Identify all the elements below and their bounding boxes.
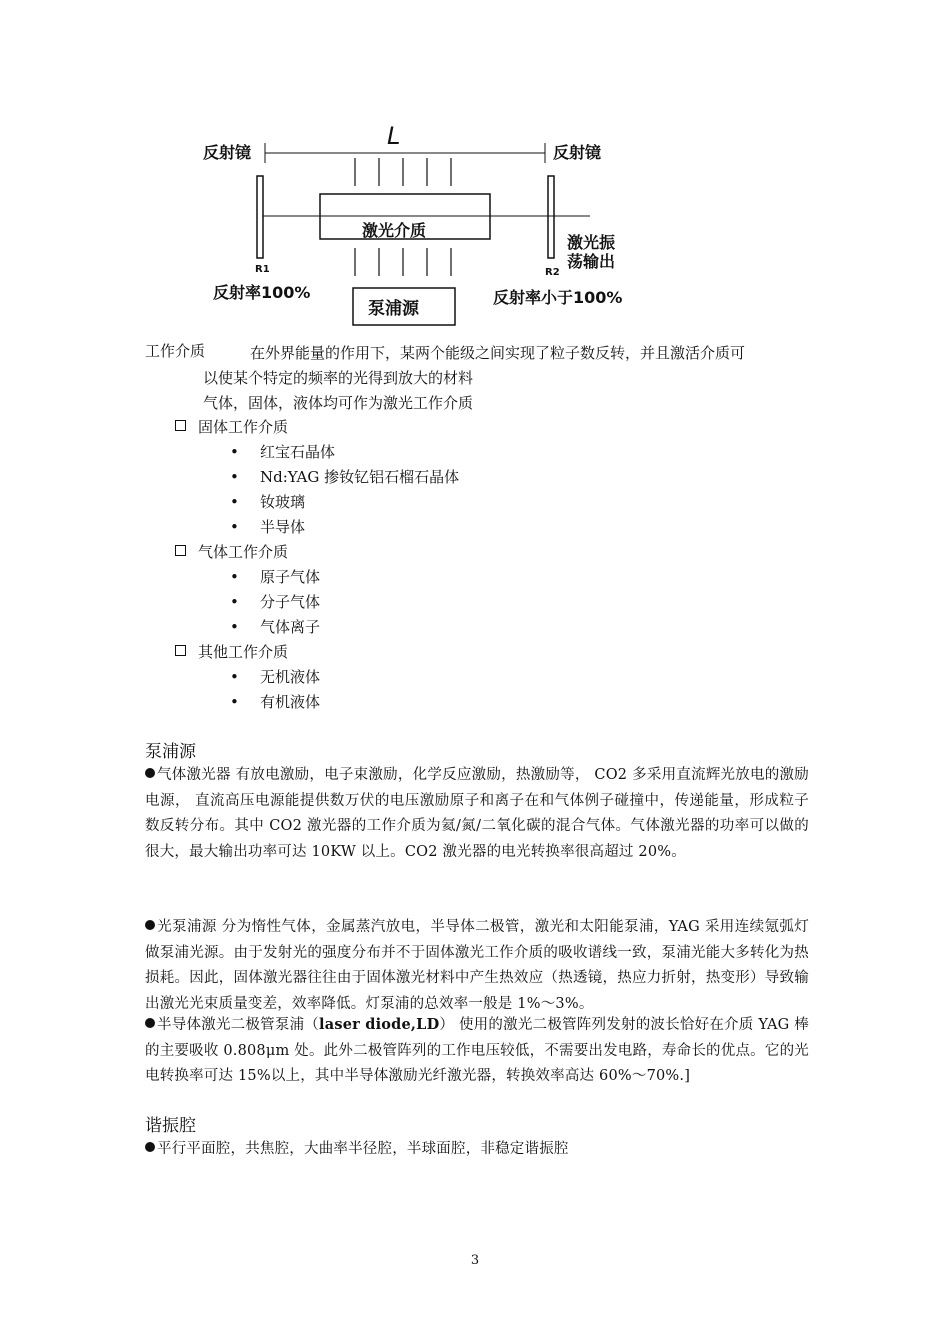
list-item (230, 616, 320, 637)
bullet-icon: • (230, 593, 239, 611)
resonator-paragraph (145, 1137, 809, 1163)
group-solid (175, 416, 288, 437)
bullet-icon: • (230, 468, 239, 486)
pump-heading: 泵浦源 (145, 742, 196, 762)
bullet-icon (145, 1142, 155, 1152)
pump-rays-top (355, 158, 451, 186)
list-item-text: 钕玻璃 (260, 493, 306, 511)
bullet-icon (145, 1018, 155, 1028)
resonator-heading: 谐振腔 (145, 1116, 196, 1136)
list-item-text: 无机液体 (260, 668, 321, 686)
bullet-icon: • (230, 493, 239, 511)
bullet-icon: • (230, 568, 239, 586)
list-item-text: 分子气体 (260, 593, 321, 611)
r2-label: R2 (545, 267, 560, 278)
pump-paragraph-diode (145, 1012, 809, 1090)
paragraph-text: 平行平面腔，共焦腔，大曲率半径腔，半球面腔，非稳定谐振腔 (157, 1141, 569, 1157)
r1-reflectance: 反射率100% (213, 283, 311, 302)
pump-rays-bottom (355, 248, 451, 276)
bullet-icon: • (230, 693, 239, 711)
r1-label: R1 (255, 264, 270, 275)
list-item (230, 691, 320, 712)
paragraph-text: ） 使用的激光二极管阵列发射的波长恰好在介质 YAG 棒的主要吸收 0.808μm 处。此外二极管阵列的工作电压较低，不需要出发电路，寿命长的优点。它的光电转换率可达 15%以上，其中半导体激励光纤激光器，转换效率高达 60%～70%.] (145, 1017, 809, 1084)
list-item (230, 516, 305, 537)
list-item (230, 591, 320, 612)
page-number: 3 (470, 1253, 480, 1268)
list-item-text: 红宝石晶体 (260, 443, 336, 461)
paragraph-text: 光泵浦源 分为惰性气体，金属蒸汽放电，半导体二极管，激光和太阳能泵浦，YAG 采用连续氪弧灯做泵浦光源。由于发射光的强度分布并不于固体激光工作介质的吸收谱线一致，泵浦光能大多转化为热损耗。因此，固体激光器往往由于固体激光材料中产生热效应（热透镜，热应力折射，热变形）导致输出激光光束质量变差，效率降低。灯泵浦的总效率一般是 1%～3%。 (145, 919, 809, 1012)
bullet-icon: • (230, 618, 239, 636)
pump-source-label: 泵浦源 (368, 299, 419, 319)
work-medium-definition-line2: 以使某个特定的频率的光得到放大的材料 (203, 369, 474, 387)
list-item (230, 566, 320, 587)
paragraph-text: 半导体激光二极管泵浦（ (157, 1017, 320, 1033)
list-item (230, 466, 459, 487)
bullet-icon: • (230, 443, 239, 461)
group-other (175, 641, 288, 662)
pump-paragraph-gas (145, 763, 809, 865)
list-item (230, 491, 305, 512)
paragraph-bold-text: laser diode,LD (319, 1016, 440, 1033)
laser-cavity-diagram (195, 118, 650, 333)
mirror-left-label: 反射镜 (203, 143, 252, 162)
bullet-icon: • (230, 668, 239, 686)
pump-paragraph-optical (145, 915, 809, 1017)
checkbox-icon (175, 645, 186, 656)
list-item-text: 有机液体 (260, 693, 321, 711)
group-title: 固体工作介质 (198, 418, 289, 436)
mirror-r1 (257, 176, 263, 258)
group-title: 气体工作介质 (198, 543, 289, 561)
laser-diagram-svg (195, 118, 650, 333)
group-gas (175, 541, 288, 562)
laser-medium-label: 激光介质 (362, 221, 427, 240)
list-item (230, 441, 335, 462)
paragraph-text: 气体激光器 有放电激励，电子束激励，化学反应激励，热激励等， CO2 多采用直流辉光放电的激励电源， 直流高压电源能提供数万伏的电压激励原子和离子在和气体例子碰撞中，传递能量，形成粒子数反转分布。其中 CO2 激光器的工作介质为氦/氮/二氧化碳的混合气体。气体激光器的功率可以做的很大，最大输出功率可达 10KW 以上。CO2 激光器的电光转换率很高超过 20%。 (145, 767, 809, 860)
output-label-line1: 激光振 (567, 233, 616, 252)
length-label: L (387, 122, 401, 150)
list-item-text: Nd:YAG 掺钕钇铝石榴石晶体 (260, 468, 460, 486)
checkbox-icon (175, 545, 186, 556)
work-medium-heading: 工作介质 (145, 342, 206, 360)
work-medium-note: 气体，固体，液体均可作为激光工作介质 (203, 394, 474, 412)
list-item (230, 666, 320, 687)
group-title: 其他工作介质 (198, 643, 289, 661)
work-medium-definition-line1: 在外界能量的作用下，某两个能级之间实现了粒子数反转，并且激活介质可 (250, 344, 746, 362)
bullet-icon (145, 768, 155, 778)
list-item-text: 原子气体 (260, 568, 321, 586)
bullet-icon (145, 920, 155, 930)
output-label-line2: 荡输出 (567, 252, 616, 271)
checkbox-icon (175, 420, 186, 431)
r2-reflectance: 反射率小于100% (493, 288, 623, 307)
list-item-text: 半导体 (260, 518, 306, 536)
bullet-icon: • (230, 518, 239, 536)
mirror-r2 (548, 176, 554, 258)
list-item-text: 气体离子 (260, 618, 321, 636)
mirror-right-label: 反射镜 (553, 143, 602, 162)
